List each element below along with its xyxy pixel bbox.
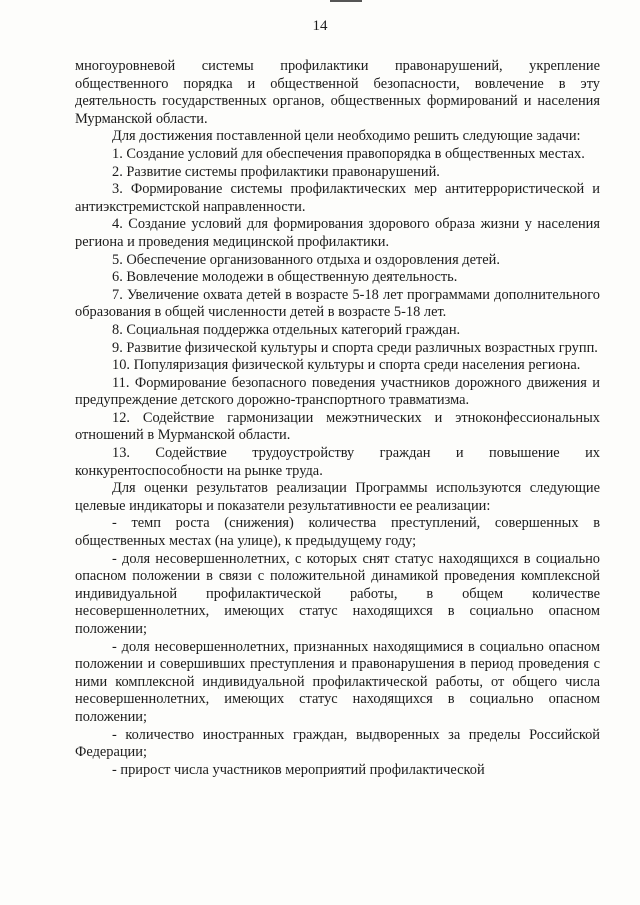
- paragraph: - количество иностранных граждан, выдворенных за пределы Российской Федерации;: [75, 726, 600, 761]
- paragraph: 8. Социальная поддержка отдельных категорий граждан.: [112, 321, 461, 338]
- scan-top-mark: [330, 0, 362, 2]
- page-number: 14: [312, 18, 328, 34]
- paragraph: 5. Обеспечение организованного отдыха и оздоровления детей.: [112, 251, 500, 268]
- paragraph: - темп роста (снижения) количества преступлений, совершенных в общественных местах (на улице), к предыдущему году;: [75, 515, 600, 550]
- paragraph: 4. Создание условий для формирования здорового образа жизни у населения региона и проведения медицинской профилактики.: [75, 216, 600, 250]
- paragraph: 11. Формирование безопасного поведения участников дорожного движения и предупреждение детского дорожно-транспортного травматизма.: [75, 374, 600, 409]
- paragraph: 13. Содействие трудоустройству граждан и повышение их конкурентоспособности на рынке труда.: [75, 445, 600, 479]
- paragraph: 2. Развитие системы профилактики правонарушений.: [112, 163, 440, 180]
- paragraph: 6. Вовлечение молодежи в общественную деятельность.: [112, 269, 458, 286]
- document-body: [75, 58, 600, 779]
- paragraph: Для достижения поставленной цели необходимо решить следующие задачи:: [112, 128, 581, 145]
- paragraph: 12. Содействие гармонизации межэтнических и этноконфессиональных отношений в Мурманской области.: [75, 409, 600, 444]
- paragraph: - доля несовершеннолетних, с которых снят статус находящихся в социально опасном положении в связи с положительной динамикой проведения комплексной индивидуальной профилактической работы, в общем количестве несовершеннолетних, имеющих статус находящихся в социально опасном положении;: [75, 550, 600, 637]
- paragraph: - доля несовершеннолетних, признанных находящимися в социально опасном положении и совершивших преступления и правонарушения в период проведения с ними комплексной индивидуальной профилактической работы, от общего числа несовершеннолетних, имеющих статус находящихся в социально опасном положении;: [75, 638, 600, 725]
- paragraph: 9. Развитие физической культуры и спорта среди различных возрастных групп.: [112, 339, 598, 356]
- paragraph: 3. Формирование системы профилактических мер антитеррористической и антиэкстремистской направленности.: [75, 181, 600, 215]
- paragraph: 1. Создание условий для обеспечения правопорядка в общественных местах.: [112, 145, 585, 162]
- paragraph: 10. Популяризация физической культуры и спорта среди населения региона.: [112, 357, 581, 374]
- paragraph: многоуровневой системы профилактики правонарушений, укрепление общественного порядка и общественной безопасности, вовлечение в эту деятельность государственных органов, общественных формирований и населения Мурманской области.: [75, 58, 600, 127]
- paragraph: - прирост числа участников мероприятий профилактической: [112, 761, 485, 778]
- paragraph: Для оценки результатов реализации Программы используются следующие целевые индикаторы и показатели результативности ее реализации:: [75, 480, 600, 514]
- paragraph: 7. Увеличение охвата детей в возрасте 5-18 лет программами дополнительного образования в общей численности детей в возрасте 5-18 лет.: [75, 286, 600, 321]
